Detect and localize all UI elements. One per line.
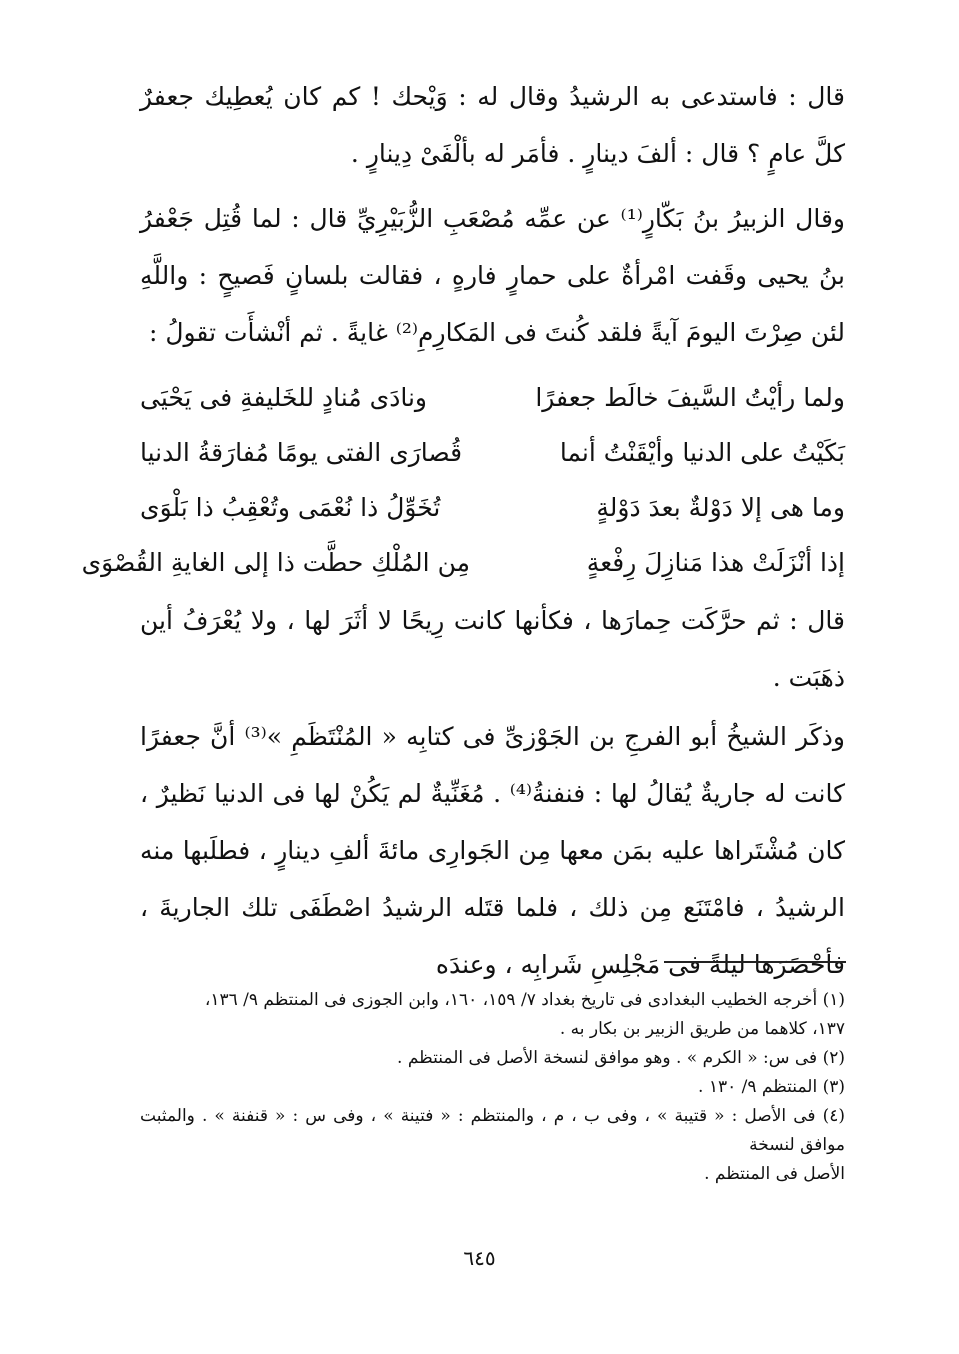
paragraph-3: قال : ثم حرَّكَت حِمارَها ، فكأنها كانت رِيحًا لا أثَرَ لها ، ولا يُعْرَفُ أين ذهَبَت . <box>140 606 845 692</box>
paragraph-4: وذكَر الشيخُ أبو الفرجِ بن الجَوْزىِّ فى كتابِه « المُنْتَظَمِ »⁽³⁾ أنَّ جعفرًا كانت له جاريةٌ يُقالُ لها : فنفنةُ⁽⁴⁾ . مُغَنِّيةٌ لم يَكُنْ لها فى الدنيا نَظيرٌ ، كان مُشْتَراها عليه بمَن معها مِن الجَوارِى مائةَ ألفِ دينارٍ ، فطلَبها منه الرشيدُ ، فامْتَنَع مِن ذلك ، فلما قتَله الرشيدُ اصْطَفَى تلك الجاريةَ ، فأحْضَرَها ليلةً فى مَجْلِسِ شَرابِه ، وعندَه <box>140 722 845 979</box>
footnotes <box>140 986 845 1189</box>
verse-1-second-hemistich: ونادَى مُنادٍ للخَليفةِ فى يَحْيَى <box>140 383 427 412</box>
page-number: ٦٤٥ <box>463 1246 496 1270</box>
footnote-3 <box>140 1073 845 1102</box>
verse-3-first-hemistich: وما هى إلا دَوْلةٌ بعدَ دَوْلةٍ <box>596 493 845 522</box>
poem-verse-4 <box>81 535 845 590</box>
footnote-4-line-1: (٤) فى الأصل : « قتيبة » ، وفى ب ، م ، والمنتظم : « فتينة » ، وفى س : « قنفنة » . والمثبت موافق لنسخة <box>140 1106 845 1155</box>
poem-verse-1 <box>140 370 845 425</box>
verse-1-first-hemistich: ولما رأيْتُ السَّيفَ خالَط جعفرًا <box>535 383 845 412</box>
footnote-1-line-2: ١٣٧، كلاهما من طريق الزبير بن بكار به . <box>559 1019 845 1039</box>
verse-4-second-hemistich: مِن المُلْكِ حطَّت ذا إلى الغايةِ القُصْوَى <box>81 548 470 577</box>
poem-verse-3 <box>140 480 845 535</box>
footnote-1-line-1: (١) أخرجه الخطيب البغدادى فى تاريخ بغداد ٧/ ١٥٩، ١٦٠، وابن الجوزى فى المنتظم ٩/ ١٣٦، <box>204 990 845 1010</box>
verse-2-second-hemistich: قُصارَى الفتى يومًا مُفارَقةُ الدنيا <box>140 438 463 467</box>
verse-4-first-hemistich: إذا أنْزَلَتْ هذا مَنازِلَ رِفْعةٍ <box>586 548 845 577</box>
footnote-4 <box>140 1102 845 1189</box>
paragraph-1: قال : فاستدعى به الرشيدُ وقال له : وَيْحك ! كم كان يُعطِيك جعفرٌ كلَّ عامٍ ؟ قال : ألفَ دينارٍ . فأمَر له بألْفَىْ دِينارٍ . <box>140 82 845 168</box>
paragraph-2: وقال الزبيرُ بنُ بَكّارٍ⁽¹⁾ عن عمِّه مُصْعَبِ الزُّبَيْرِيِّ قال : لما قُتِل جَعْفرُ بنُ يحيى وقَفت امْرأةٌ على حمارٍ فارهٍ ، فقالت بلسانٍ فَصيحٍ : واللَّهِ لئن صِرْتَ اليومَ آيةً فلقد كُنتَ فى المَكارِمِ⁽²⁾ غايةً . ثم أنْشأَت تقولُ : <box>140 204 845 347</box>
footnote-3-line-1: (٣) المنتظم ٩/ ١٣٠ . <box>698 1077 845 1097</box>
footnote-separator <box>664 961 846 963</box>
verse-3-second-hemistich: تُخَوِّلُ ذا نُعْمَى وتُعْقِبُ ذا بَلْوَى <box>140 493 441 522</box>
verse-2-first-hemistich: بَكَيْتُ على الدنيا وأيْقَنْتُ أنما <box>559 438 845 467</box>
poem <box>81 370 845 590</box>
footnote-4-line-2: الأصل فى المنتظم . <box>704 1164 845 1184</box>
poem-verse-2 <box>140 425 845 480</box>
footnote-2 <box>140 1044 845 1073</box>
footnote-2-line-1: (٢) فى س: « الكرم » . وهو موافق لنسخة الأصل فى المنتظم . <box>397 1048 845 1068</box>
footnote-1 <box>140 986 845 1044</box>
